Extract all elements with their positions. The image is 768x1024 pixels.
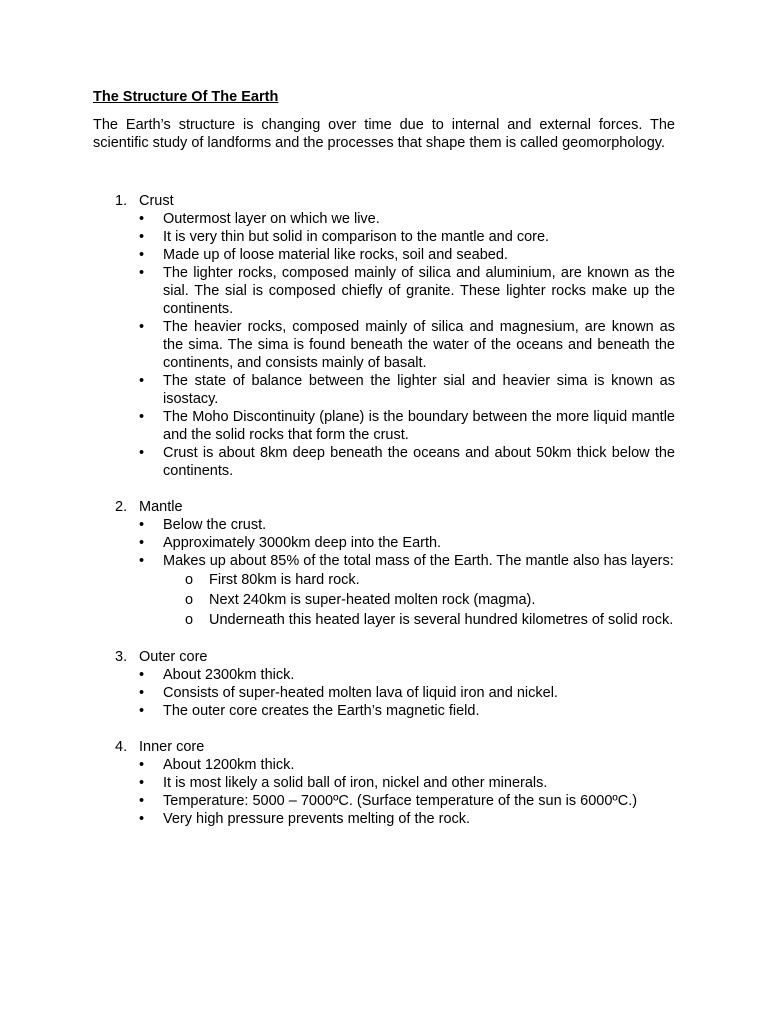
sub-bullet-text: First 80km is hard rock.	[209, 572, 360, 588]
bullet-item	[139, 318, 675, 372]
bullet-icon: •	[139, 247, 145, 263]
sub-bullet-icon: o	[185, 612, 194, 628]
bullet-text: About 2300km thick.	[163, 667, 295, 683]
section-1	[93, 192, 675, 480]
section-heading: Mantle	[139, 499, 183, 515]
bullet-item	[139, 228, 675, 246]
bullet-text: About 1200km thick.	[163, 757, 295, 773]
bullet-item	[139, 702, 675, 720]
sub-bullet-icon: o	[185, 572, 194, 588]
bullet-text: Outermost layer on which we live.	[163, 211, 380, 227]
bullet-icon: •	[139, 685, 145, 701]
bullet-item	[139, 792, 675, 810]
bullet-icon: •	[139, 517, 145, 533]
bullet-list	[139, 756, 675, 828]
bullet-text: Temperature: 5000 – 7000ºC. (Surface temperature of the sun is 6000ºC.)	[163, 793, 638, 809]
bullet-text: The outer core creates the Earth’s magnetic field.	[163, 703, 480, 719]
bullet-icon: •	[139, 319, 145, 335]
section-2	[93, 498, 675, 630]
bullet-icon: •	[139, 265, 145, 281]
bullet-item	[139, 372, 675, 408]
section-heading: Crust	[139, 193, 174, 209]
sub-bullet-text: Underneath this heated layer is several hundred kilometres of solid rock.	[209, 612, 674, 628]
bullet-text: It is most likely a solid ball of iron, nickel and other minerals.	[163, 775, 548, 791]
bullet-item	[139, 552, 675, 630]
bullet-icon: •	[139, 793, 145, 809]
document-title: The Structure Of The Earth	[93, 89, 279, 105]
bullet-text: Made up of loose material like rocks, soil and seabed.	[163, 247, 508, 263]
bullet-item	[139, 666, 675, 684]
bullet-icon: •	[139, 373, 145, 389]
sub-bullet-icon: o	[185, 592, 194, 608]
bullet-text: It is very thin but solid in comparison to the mantle and core.	[163, 229, 550, 245]
bullet-item	[139, 774, 675, 792]
bullet-icon: •	[139, 703, 145, 719]
bullet-item	[139, 408, 675, 444]
sub-bullet-item	[139, 570, 675, 590]
document-page	[93, 88, 675, 828]
bullet-item	[139, 684, 675, 702]
bullet-text: The state of balance between the lighter sial and heavier sima is known as isostacy.	[163, 373, 675, 407]
bullet-text: The Moho Discontinuity (plane) is the boundary between the more liquid mantle and the solid rocks that form the crust.	[163, 409, 675, 443]
bullet-text: The lighter rocks, composed mainly of silica and aluminium, are known as the sial. The sial is composed chiefly of granite. These lighter rocks make up the continents.	[163, 265, 675, 317]
bullet-item	[139, 210, 675, 228]
bullet-text: Very high pressure prevents melting of the rock.	[163, 811, 471, 827]
bullet-icon: •	[139, 757, 145, 773]
section-number: 2.	[115, 499, 128, 515]
bullet-list	[139, 210, 675, 480]
bullet-item	[139, 756, 675, 774]
bullet-item	[139, 246, 675, 264]
intro-paragraph: The Earth’s structure is changing over time due to internal and external forces. The scientific study of landforms and the processes that shape them is called geomorphology.	[93, 117, 675, 151]
bullet-icon: •	[139, 667, 145, 683]
section-number: 4.	[115, 739, 128, 755]
section-4	[93, 738, 675, 828]
section-3	[93, 648, 675, 720]
section-number: 3.	[115, 649, 128, 665]
bullet-icon: •	[139, 775, 145, 791]
bullet-icon: •	[139, 229, 145, 245]
section-number: 1.	[115, 193, 128, 209]
sub-bullet-item	[139, 610, 675, 630]
section-list	[93, 192, 675, 828]
bullet-item	[139, 516, 675, 534]
bullet-item	[139, 444, 675, 480]
bullet-icon: •	[139, 409, 145, 425]
bullet-text: Crust is about 8km deep beneath the oceans and about 50km thick below the continents.	[163, 445, 675, 479]
bullet-text: Approximately 3000km deep into the Earth.	[163, 535, 442, 551]
sub-bullet-text: Next 240km is super-heated molten rock (magma).	[209, 592, 536, 608]
bullet-item	[139, 534, 675, 552]
bullet-icon: •	[139, 211, 145, 227]
bullet-item	[139, 264, 675, 318]
bullet-text: Consists of super-heated molten lava of liquid iron and nickel.	[163, 685, 558, 701]
sub-bullet-list	[163, 570, 675, 630]
bullet-icon: •	[139, 811, 145, 827]
bullet-text: The heavier rocks, composed mainly of silica and magnesium, are known as the sima. The sima is found beneath the water of the oceans and beneath the continents, and consists mainly of basalt.	[163, 319, 675, 371]
section-heading: Inner core	[139, 739, 205, 755]
bullet-icon: •	[139, 535, 145, 551]
bullet-icon: •	[139, 553, 145, 569]
section-heading: Outer core	[139, 649, 208, 665]
sub-bullet-item	[139, 590, 675, 610]
bullet-list	[139, 666, 675, 720]
bullet-icon: •	[139, 445, 145, 461]
bullet-item	[139, 810, 675, 828]
bullet-text: Makes up about 85% of the total mass of the Earth. The mantle also has layers:	[163, 553, 674, 569]
bullet-list	[139, 516, 675, 630]
bullet-text: Below the crust.	[163, 517, 267, 533]
